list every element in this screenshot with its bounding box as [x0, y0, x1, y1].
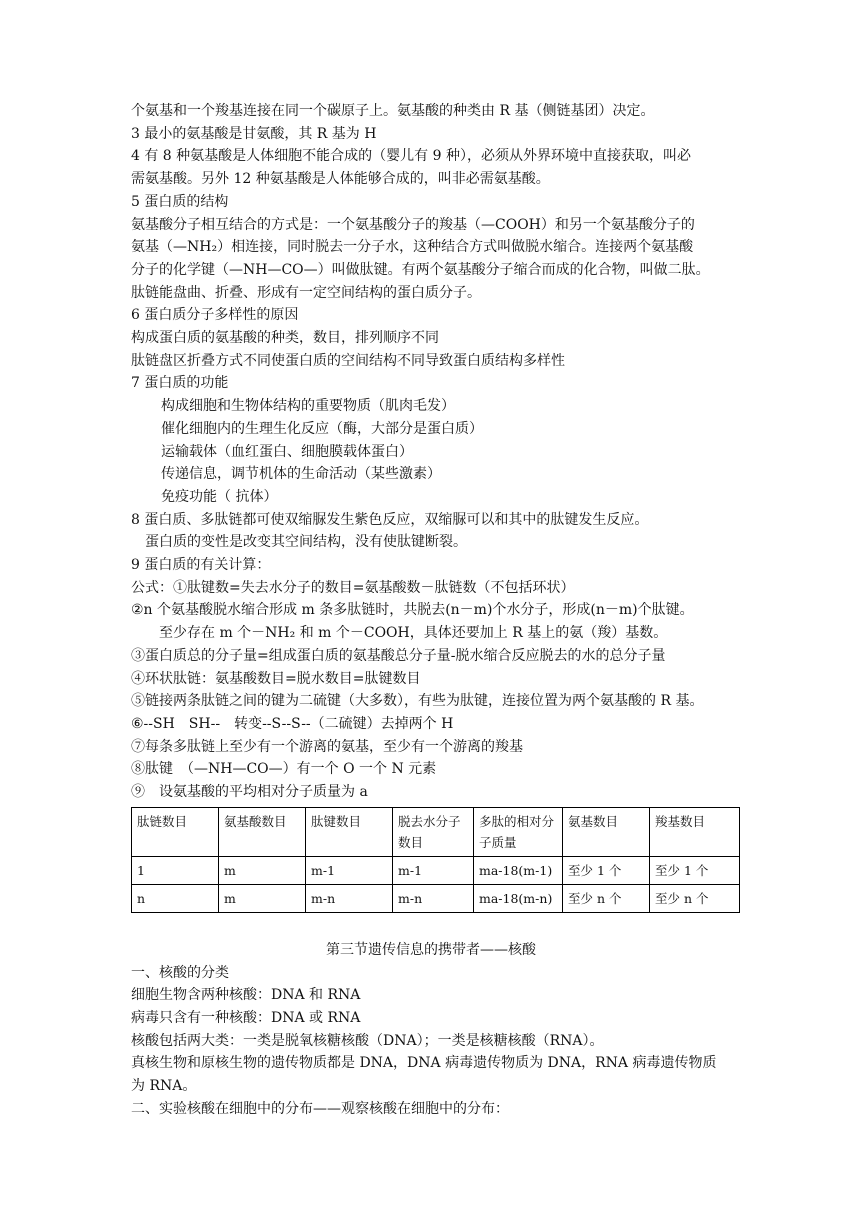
table-cell: m-1: [393, 856, 474, 884]
table-cell: m: [219, 856, 306, 884]
calculation-table: [131, 807, 740, 913]
text-line: 需氨基酸。另外 12 种氨基酸是人体能够合成的，叫非必需氨基酸。: [131, 171, 550, 188]
formula-4: ④环状肽链：氨基酸数目=脱水数目=肽键数目: [131, 670, 421, 687]
table-cell: m-n: [393, 884, 474, 912]
function-item: 催化细胞内的生理生化反应（酶，大部分是蛋白质）: [161, 420, 483, 437]
formula-2-note: 至少存在 m 个－NH₂ 和 m 个－COOH，具体还要加上 R 基上的氨（羧）基数。: [159, 625, 668, 642]
text-line: 3 最小的氨基酸是甘氨酸，其 R 基为 H: [131, 125, 377, 142]
intro-lines: [131, 100, 731, 395]
function-item: 构成细胞和生物体结构的重要物质（肌肉毛发）: [161, 398, 455, 415]
text-line: 构成蛋白质的氨基酸的种类，数目，排列顺序不同: [131, 330, 439, 347]
table-cell: 1: [132, 856, 219, 884]
text-line: 4 有 8 种氨基酸是人体细胞不能合成的（婴儿有 9 种），必须从外界环境中直接获取，叫必: [131, 148, 691, 165]
text-line: 分子的化学键（—NH—CO—）叫做肽键。有两个氨基酸分子缩合而成的化合物，叫做二肽。: [131, 261, 710, 278]
section-heading: 5 蛋白质的结构: [131, 193, 229, 210]
text-line: 个氨基和一个羧基连接在同一个碳原子上。氨基酸的种类由 R 基（侧链基团）决定。: [131, 103, 655, 119]
function-list: [131, 395, 731, 509]
table-cell: ma-18(m-n): [474, 884, 563, 912]
table-header-cell: 肽链数目: [132, 807, 219, 856]
text-line: 细胞生物含两种核酸：DNA 和 RNA: [131, 987, 361, 1004]
text-line: 核酸包括两大类：一类是脱氧核糖核酸（DNA）；一类是核糖核酸（RNA）。: [131, 1032, 604, 1049]
table-cell: m: [219, 884, 306, 912]
formula-6: ⑥--SH SH-- 转变--S--S--（二硫键）去掉两个 H: [131, 715, 454, 732]
table-cell: 至少 n 个: [650, 884, 740, 912]
table-header-cell: 肽键数目: [306, 807, 393, 856]
formula-8: ⑧肽键 （—NH—CO—）有一个 O 一个 N 元素: [131, 761, 437, 778]
text-line: 为 RNA。: [131, 1078, 197, 1095]
table-header-cell: 多肽的相对分子质量: [474, 807, 563, 856]
table-header-cell: 氨基酸数目: [219, 807, 306, 856]
table-cell: 至少 n 个: [563, 884, 650, 912]
table-header-cell: 羧基数目: [650, 807, 740, 856]
text-line: 氨基（—NH₂）相连接，同时脱去一分子水，这种结合方式叫做脱水缩合。连接两个氨基酸: [131, 239, 694, 256]
table-cell: n: [132, 884, 219, 912]
text-line: 真核生物和原核生物的遗传物质都是 DNA，DNA 病毒遗传物质为 DNA，RNA 病毒遗传物质: [131, 1055, 717, 1072]
table-header-cell: 脱去水分子数目: [393, 807, 474, 856]
formula-9: ⑨ 设氨基酸的平均相对分子质量为 a: [131, 784, 368, 801]
text-line: 病毒只含有一种核酸：DNA 或 RNA: [131, 1009, 361, 1026]
table-row: [132, 856, 740, 884]
subsection-heading: 一、核酸的分类: [131, 964, 229, 981]
function-item: 免疫功能（ 抗体）: [161, 488, 278, 505]
item-8-note: 蛋白质的变性是改变其空间结构，没有使肽键断裂。: [145, 534, 467, 551]
table-cell: ma-18(m-1): [474, 856, 563, 884]
table-cell: 至少 1 个: [650, 856, 740, 884]
table-header-cell: 氨基数目: [563, 807, 650, 856]
formula-3: ③蛋白质总的分子量=组成蛋白质的氨基酸总分子量-脱水缩合反应脱去的水的总分子量: [131, 647, 666, 664]
item-8: 8 蛋白质、多肽链都可使双缩脲发生紫色反应，双缩脲可以和其中的肽键发生反应。: [131, 511, 649, 528]
formula-1: 公式：①肽键数=失去水分子的数目=氨基酸数－肽链数（不包括环状）: [131, 579, 575, 596]
formula-5: ⑤链接两条肽链之间的键为二硫键（大多数），有些为肽键，连接位置为两个氨基酸的 R 基。: [131, 693, 704, 710]
text-line: 氨基酸分子相互结合的方式是：一个氨基酸分子的羧基（—COOH）和另一个氨基酸分子的: [131, 216, 695, 233]
document-page: [131, 100, 731, 1120]
table-row: [132, 884, 740, 912]
table-header-row: [132, 807, 740, 856]
table-cell: 至少 1 个: [563, 856, 650, 884]
formula-2: ②n 个氨基酸脱水缩合形成 m 条多肽链时，共脱去(n－m)个水分子，形成(n－m)个肽键。: [131, 602, 694, 619]
item-9: 9 蛋白质的有关计算：: [131, 557, 271, 574]
function-item: 运输载体（血红蛋白、细胞膜载体蛋白）: [161, 443, 413, 460]
table-cell: m-1: [306, 856, 393, 884]
subsection-heading: 二、实验核酸在细胞中的分布——观察核酸在细胞中的分布：: [131, 1100, 509, 1117]
table-cell: m-n: [306, 884, 393, 912]
section-heading: 7 蛋白质的功能: [131, 375, 229, 392]
section-heading: 6 蛋白质分子多样性的原因: [131, 307, 299, 324]
text-line: 肽链盘区折叠方式不同使蛋白质的空间结构不同导致蛋白质结构多样性: [131, 352, 565, 369]
section-title: 第三节遗传信息的携带者——核酸: [326, 941, 536, 958]
formula-7: ⑦每条多肽链上至少有一个游离的氨基，至少有一个游离的羧基: [131, 738, 523, 755]
nucleic-acid-lines: [131, 962, 731, 1121]
function-item: 传递信息，调节机体的生命活动（某些激素）: [161, 466, 441, 483]
text-line: 肽链能盘曲、折叠、形成有一定空间结构的蛋白质分子。: [131, 284, 481, 301]
